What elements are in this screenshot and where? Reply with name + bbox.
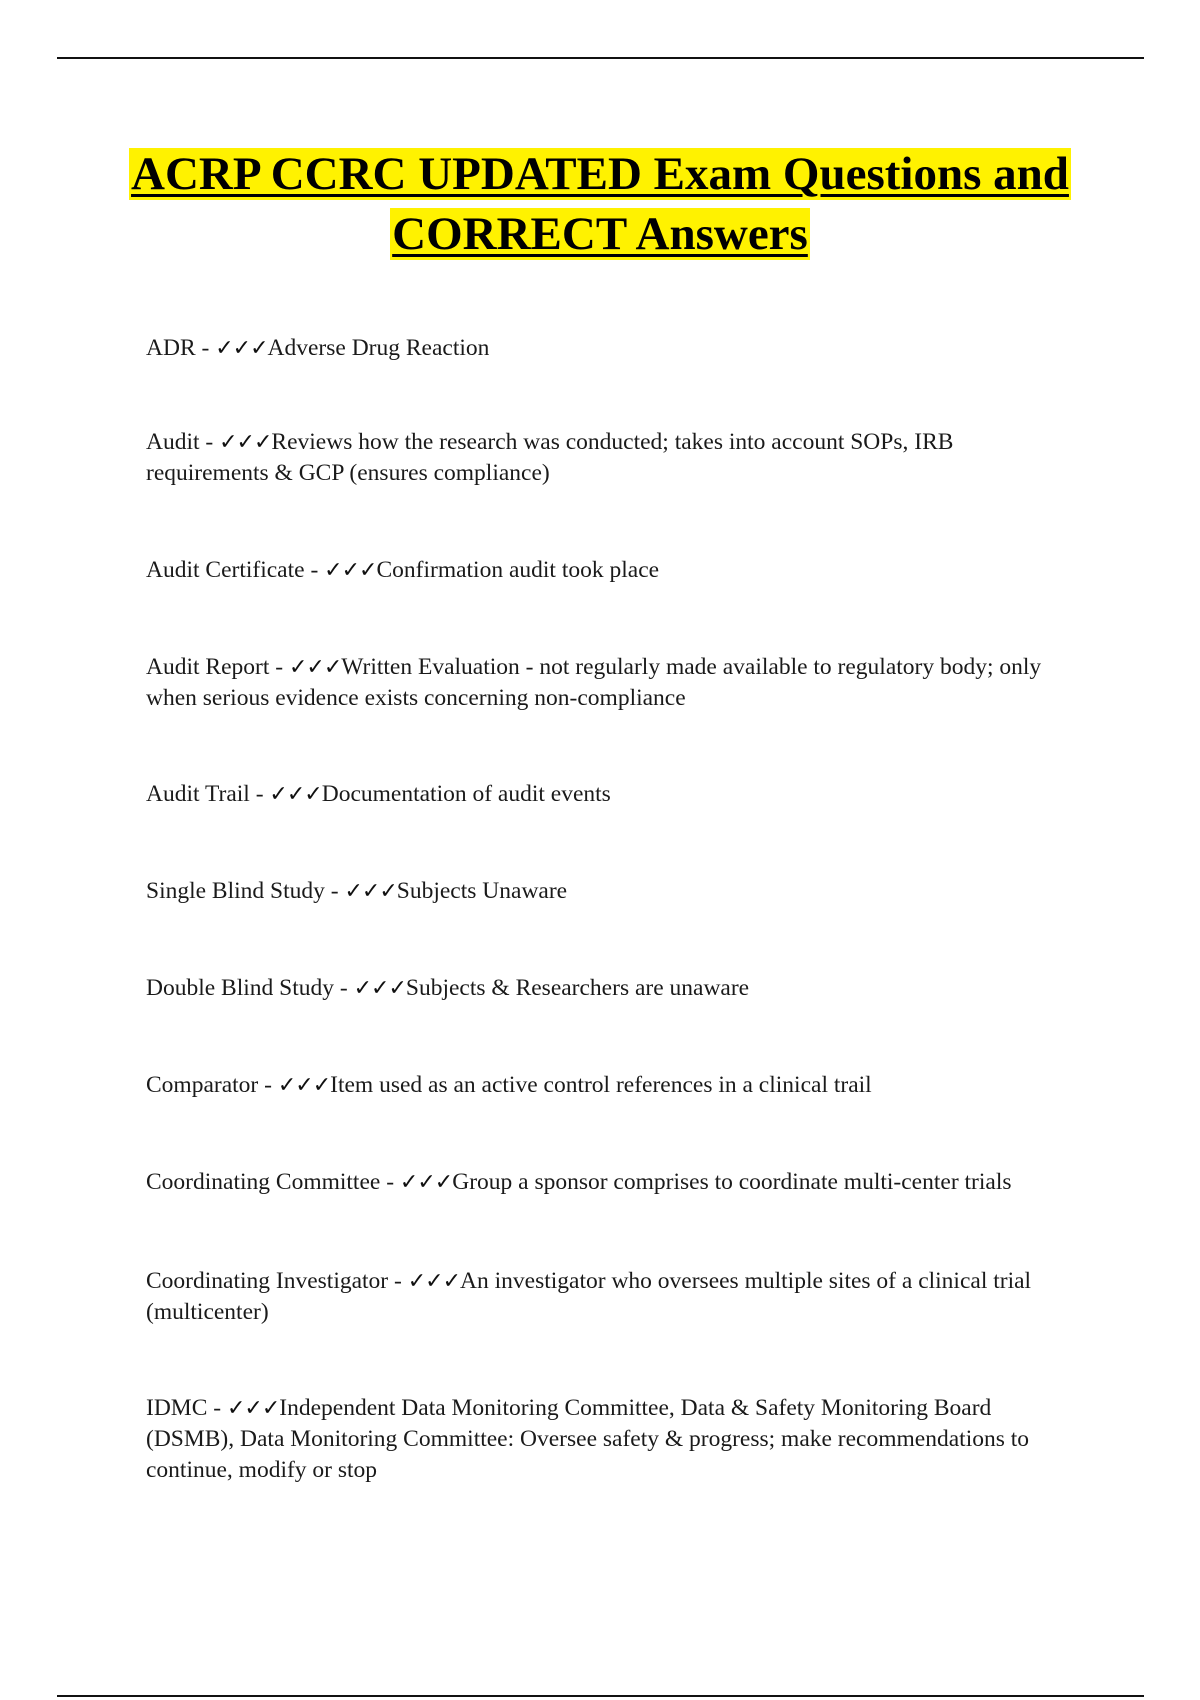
top-rule: [57, 57, 1144, 59]
entry-definition: Independent Data Monitoring Committee, Data & Safety Monitoring Board (DSMB), Data Monitoring Committee: Oversee safety & progress; make recommendations to continue, modify or stop: [146, 1395, 1030, 1483]
page-title: [100, 144, 1100, 264]
entry-definition: Adverse Drug Reaction: [267, 335, 490, 361]
entry-definition: Item used as an active control references in a clinical trail: [330, 1072, 872, 1098]
entry-definition: Subjects & Researchers are unaware: [405, 975, 750, 1001]
check-marks-icon: ✓✓✓: [269, 782, 322, 807]
entry-definition: Documentation of audit events: [321, 781, 611, 807]
check-marks-icon: ✓✓✓: [226, 1396, 280, 1421]
check-marks-icon: ✓✓✓: [344, 879, 397, 904]
entry-double-blind-study: [146, 973, 1066, 1004]
entry-definition: Confirmation audit took place: [376, 557, 660, 583]
check-marks-icon: ✓✓✓: [277, 1073, 331, 1098]
check-marks-icon: ✓✓✓: [353, 976, 406, 1001]
entry-term: Coordinating Investigator -: [146, 1268, 408, 1294]
entry-term: Audit -: [146, 429, 220, 455]
entry-audit-report: [146, 652, 1066, 714]
entry-term: Audit Report -: [146, 654, 289, 680]
entry-audit: [146, 427, 1066, 489]
check-marks-icon: ✓✓✓: [219, 430, 272, 455]
entry-definition: Reviews how the research was conducted; takes into account SOPs, IRB requirements & GCP (ensures compliance): [146, 429, 954, 486]
entry-term: Comparator -: [146, 1072, 278, 1098]
page-title-text: ACRP CCRC UPDATED Exam Questions and CORRECT Answers: [131, 148, 1069, 260]
entry-term: Coordinating Committee -: [146, 1169, 400, 1195]
entry-audit-certificate: [146, 555, 1066, 586]
entry-coordinating-investigator: [146, 1266, 1066, 1328]
entry-term: Audit Certificate -: [146, 557, 325, 583]
check-marks-icon: ✓✓✓: [407, 1269, 461, 1294]
entry-definition: Group a sponsor comprises to coordinate multi-center trials: [452, 1169, 1012, 1195]
check-marks-icon: ✓✓✓: [399, 1170, 453, 1195]
entry-definition: An investigator who oversees multiple sites of a clinical trial (multicenter): [146, 1268, 1032, 1325]
bottom-rule: [57, 1695, 1144, 1697]
entry-term: ADR -: [146, 335, 216, 361]
entry-term: IDMC -: [146, 1395, 227, 1421]
entry-audit-trail: [146, 779, 1066, 810]
entry-term: Double Blind Study -: [146, 975, 354, 1001]
entry-term: Audit Trail -: [146, 781, 270, 807]
entry-definition: Written Evaluation - not regularly made available to regulatory body; only when serious evidence exists concerning non-compliance: [146, 654, 1042, 711]
check-marks-icon: ✓✓✓: [324, 558, 377, 583]
entry-definition: Subjects Unaware: [396, 878, 568, 904]
entry-coordinating-committee: [146, 1167, 1066, 1198]
entry-adr: [146, 333, 1066, 364]
entry-comparator: [146, 1070, 1066, 1101]
entry-term: Single Blind Study -: [146, 878, 345, 904]
check-marks-icon: ✓✓✓: [288, 655, 342, 680]
entry-single-blind-study: [146, 876, 1066, 907]
entry-idmc: [146, 1393, 1066, 1486]
check-marks-icon: ✓✓✓: [215, 336, 268, 361]
